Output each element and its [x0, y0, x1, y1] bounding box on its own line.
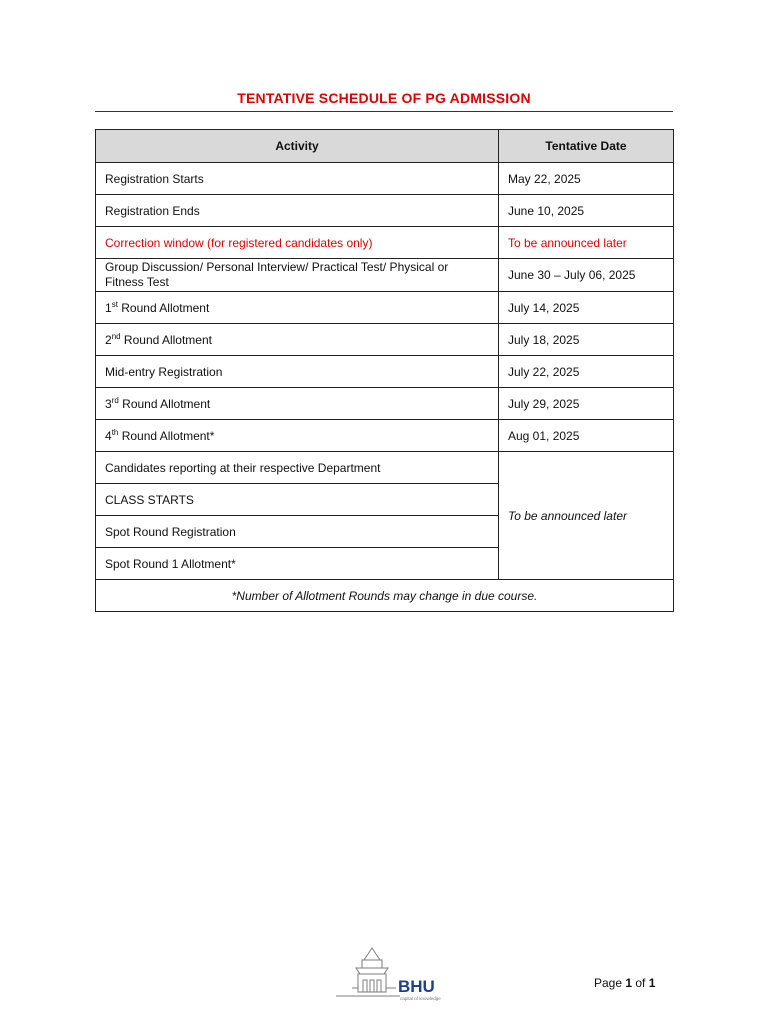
activity-text: Round Allotment	[117, 300, 210, 315]
date-cell: July 14, 2025	[499, 292, 674, 324]
activity-cell: Group Discussion/ Personal Interview/ Practical Test/ Physical or Fitness Test	[96, 259, 499, 292]
round-number: 2	[105, 332, 112, 347]
activity-cell: Registration Starts	[96, 163, 499, 195]
logo-wordmark: BHU	[398, 977, 435, 996]
table-row	[96, 292, 674, 324]
date-cell: July 29, 2025	[499, 388, 674, 420]
bhu-logo	[334, 944, 444, 1002]
date-cell: Aug 01, 2025	[499, 420, 674, 452]
table-row	[96, 452, 674, 484]
activity-cell	[96, 420, 499, 452]
logo-tagline: capital of knowledge	[400, 996, 441, 1001]
page-current: 1	[625, 976, 633, 990]
activity-text: Round Allotment	[120, 332, 212, 347]
round-number: 4	[105, 428, 112, 443]
date-cell: May 22, 2025	[499, 163, 674, 195]
activity-cell: Correction window (for registered candidates only)	[96, 227, 499, 259]
date-cell: July 22, 2025	[499, 356, 674, 388]
building-icon	[336, 948, 400, 996]
activity-cell: Registration Ends	[96, 195, 499, 227]
round-number: 1	[105, 300, 112, 315]
activity-cell: Candidates reporting at their respective Department	[96, 452, 499, 484]
activity-cell: CLASS STARTS	[96, 484, 499, 516]
ordinal-suffix: th	[111, 427, 119, 437]
table-row	[96, 324, 674, 356]
table-row	[96, 163, 674, 195]
table-note-row	[96, 580, 674, 612]
schedule-table	[95, 129, 674, 612]
allotment-note: *Number of Allotment Rounds may change in due course.	[96, 580, 674, 612]
activity-text: Round Allotment	[118, 396, 211, 411]
date-cell: June 30 – July 06, 2025	[499, 259, 674, 292]
table-row	[96, 259, 674, 292]
page-label: Page	[594, 976, 626, 990]
header-activity: Activity	[96, 130, 499, 163]
table-row	[96, 356, 674, 388]
table-header-row	[96, 130, 674, 163]
date-cell: To be announced later	[499, 227, 674, 259]
round-number: 3	[105, 396, 112, 411]
table-row	[96, 388, 674, 420]
date-cell: June 10, 2025	[499, 195, 674, 227]
activity-text: Round Allotment*	[118, 428, 215, 443]
activity-cell	[96, 292, 499, 324]
page-total: 1	[648, 976, 656, 990]
merged-date-cell: To be announced later	[499, 452, 674, 580]
page-number	[594, 976, 655, 990]
document-title: TENTATIVE SCHEDULE OF PG ADMISSION	[237, 90, 531, 106]
ordinal-suffix: st	[111, 299, 118, 309]
table-row	[96, 195, 674, 227]
header-tentative-date: Tentative Date	[499, 130, 674, 163]
table-row	[96, 420, 674, 452]
activity-cell: Mid-entry Registration	[96, 356, 499, 388]
table-row	[96, 227, 674, 259]
title-underline	[95, 111, 673, 112]
ordinal-suffix: rd	[111, 395, 119, 405]
activity-cell: Spot Round 1 Allotment*	[96, 548, 499, 580]
ordinal-suffix: nd	[111, 331, 121, 341]
activity-cell	[96, 324, 499, 356]
activity-cell	[96, 388, 499, 420]
date-cell: July 18, 2025	[499, 324, 674, 356]
page-of-label: of	[632, 976, 649, 990]
activity-cell: Spot Round Registration	[96, 516, 499, 548]
